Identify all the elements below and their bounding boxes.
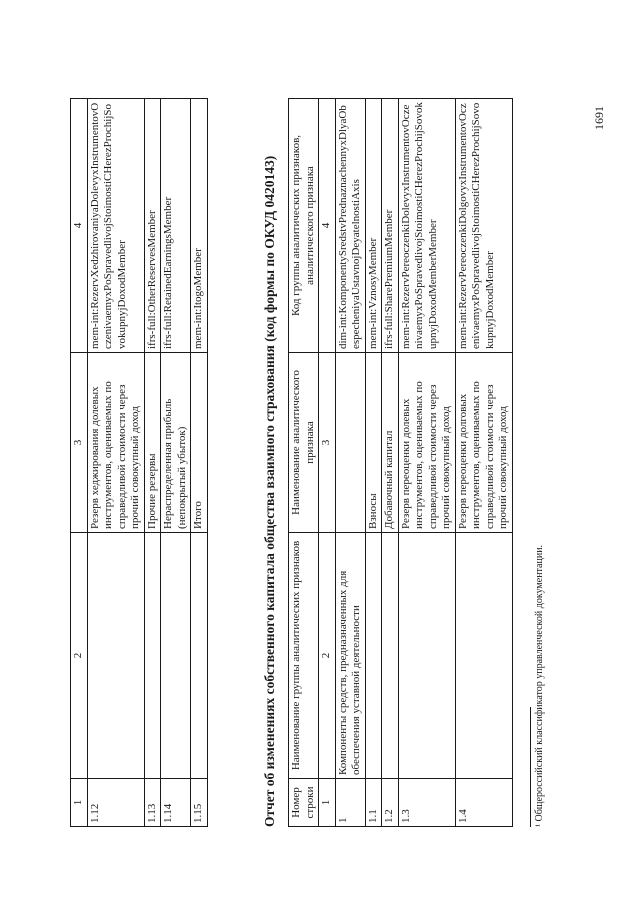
feature-name: Резерв переоценки долговых инструментов, оцениваемых по справедливой стоимости через прочий совокупный доход (455, 353, 512, 533)
header-cell: 1 (319, 779, 336, 827)
footnote: ¹ Общероссийский классификатор управленческой документации. (534, 544, 545, 827)
group-name (191, 533, 208, 779)
table-row (398, 99, 455, 827)
feature-name: Прочие резервы (144, 353, 161, 533)
column-header-row-number: Номер строки (289, 779, 319, 827)
feature-code: mem-int:RezervXedzhirovaniyaDolevyxInstrumentovOczenivaemyxPoSpravedlivojStoimostiCHerezProchijSovokupnyjDoxodMember (87, 99, 144, 353)
feature-name: Итого (191, 353, 208, 533)
table-row (455, 99, 512, 827)
row-number: 1.2 (382, 779, 399, 827)
header-cell: 4 (71, 99, 88, 353)
table-header-numbers (71, 99, 88, 827)
header-cell: 3 (319, 353, 336, 533)
table-header-numbers (319, 99, 336, 827)
table-row (191, 99, 208, 827)
feature-code: mem-int:RezervPereoczenkiDolgovyxInstrumentovOczenivaemyxPoSpravedlivojStoimostiCHerezProchijSovokupnyjDoxodMember (455, 99, 512, 353)
row-number: 1 (335, 779, 365, 827)
group-name (382, 533, 399, 779)
header-cell: 1 (71, 779, 88, 827)
header-cell: 3 (71, 353, 88, 533)
table-row (87, 99, 144, 827)
header-cell: 2 (319, 533, 336, 779)
row-number: 1.3 (398, 779, 455, 827)
group-name (365, 533, 382, 779)
column-header-group-name: Наименование группы аналитических признаков (289, 533, 319, 779)
column-header-feature-name: Наименование аналитического признака (289, 353, 319, 533)
table-row (365, 99, 382, 827)
group-name (398, 533, 455, 779)
header-cell: 4 (319, 99, 336, 353)
row-number: 1.12 (87, 779, 144, 827)
feature-code: ifrs-full:OtherReservesMember (144, 99, 161, 353)
table-column-headers (289, 99, 319, 827)
feature-code: ifrs-full:SharePremiumMember (382, 99, 399, 353)
table-row (382, 99, 399, 827)
feature-code: mem-int:RezervPereoczenkiDolevyxInstrumentovOczenivaemyxPoSpravedlivojStoimostiCHerezProchijSovokupnyjDoxodMemberMember (398, 99, 455, 353)
feature-code: dim-int:KomponentySredstvPrednaznachennyxDlyaObespecheniyaUstavnojDeyatelnostiAxis (335, 99, 365, 353)
analytic-features-table (288, 98, 513, 827)
table-row (144, 99, 161, 827)
footnote-divider (530, 707, 531, 827)
table-continuation (70, 98, 208, 827)
group-name (455, 533, 512, 779)
feature-code: mem-int:ItogoMember (191, 99, 208, 353)
row-number: 1.1 (365, 779, 382, 827)
feature-name: Нераспределенная прибыль (непокрытый убыток) (161, 353, 191, 533)
row-number: 1.13 (144, 779, 161, 827)
row-number: 1.14 (161, 779, 191, 827)
table-row (335, 99, 365, 827)
feature-name: Резерв переоценки долевых инструментов, оцениваемых по справедливой стоимости через прочий совокупный доход (398, 353, 455, 533)
group-name (87, 533, 144, 779)
table-row (161, 99, 191, 827)
column-header-code: Код группы аналитических признаков, аналитического признака (289, 99, 319, 353)
section-title: Отчет об изменениях собственного капитала общества взаимного страхования (код формы по ОКУД 0420143) (262, 155, 277, 827)
feature-code: ifrs-full:RetainedEarningsMember (161, 99, 191, 353)
row-number: 1.4 (455, 779, 512, 827)
feature-name (335, 353, 365, 533)
feature-name: Добавочный капитал (382, 353, 399, 533)
row-number: 1.15 (191, 779, 208, 827)
group-name (144, 533, 161, 779)
header-cell: 2 (71, 533, 88, 779)
feature-code: mem-int:VznosyMember (365, 99, 382, 353)
group-name (161, 533, 191, 779)
feature-name: Взносы (365, 353, 382, 533)
page-number: 1691 (592, 106, 606, 130)
group-name: Компоненты средств, предназначенных для обеспечения уставной деятельности (335, 533, 365, 779)
feature-name: Резерв хеджирования долевых инструментов, оцениваемых по справедливой стоимости через прочий совокупный доход (87, 353, 144, 533)
